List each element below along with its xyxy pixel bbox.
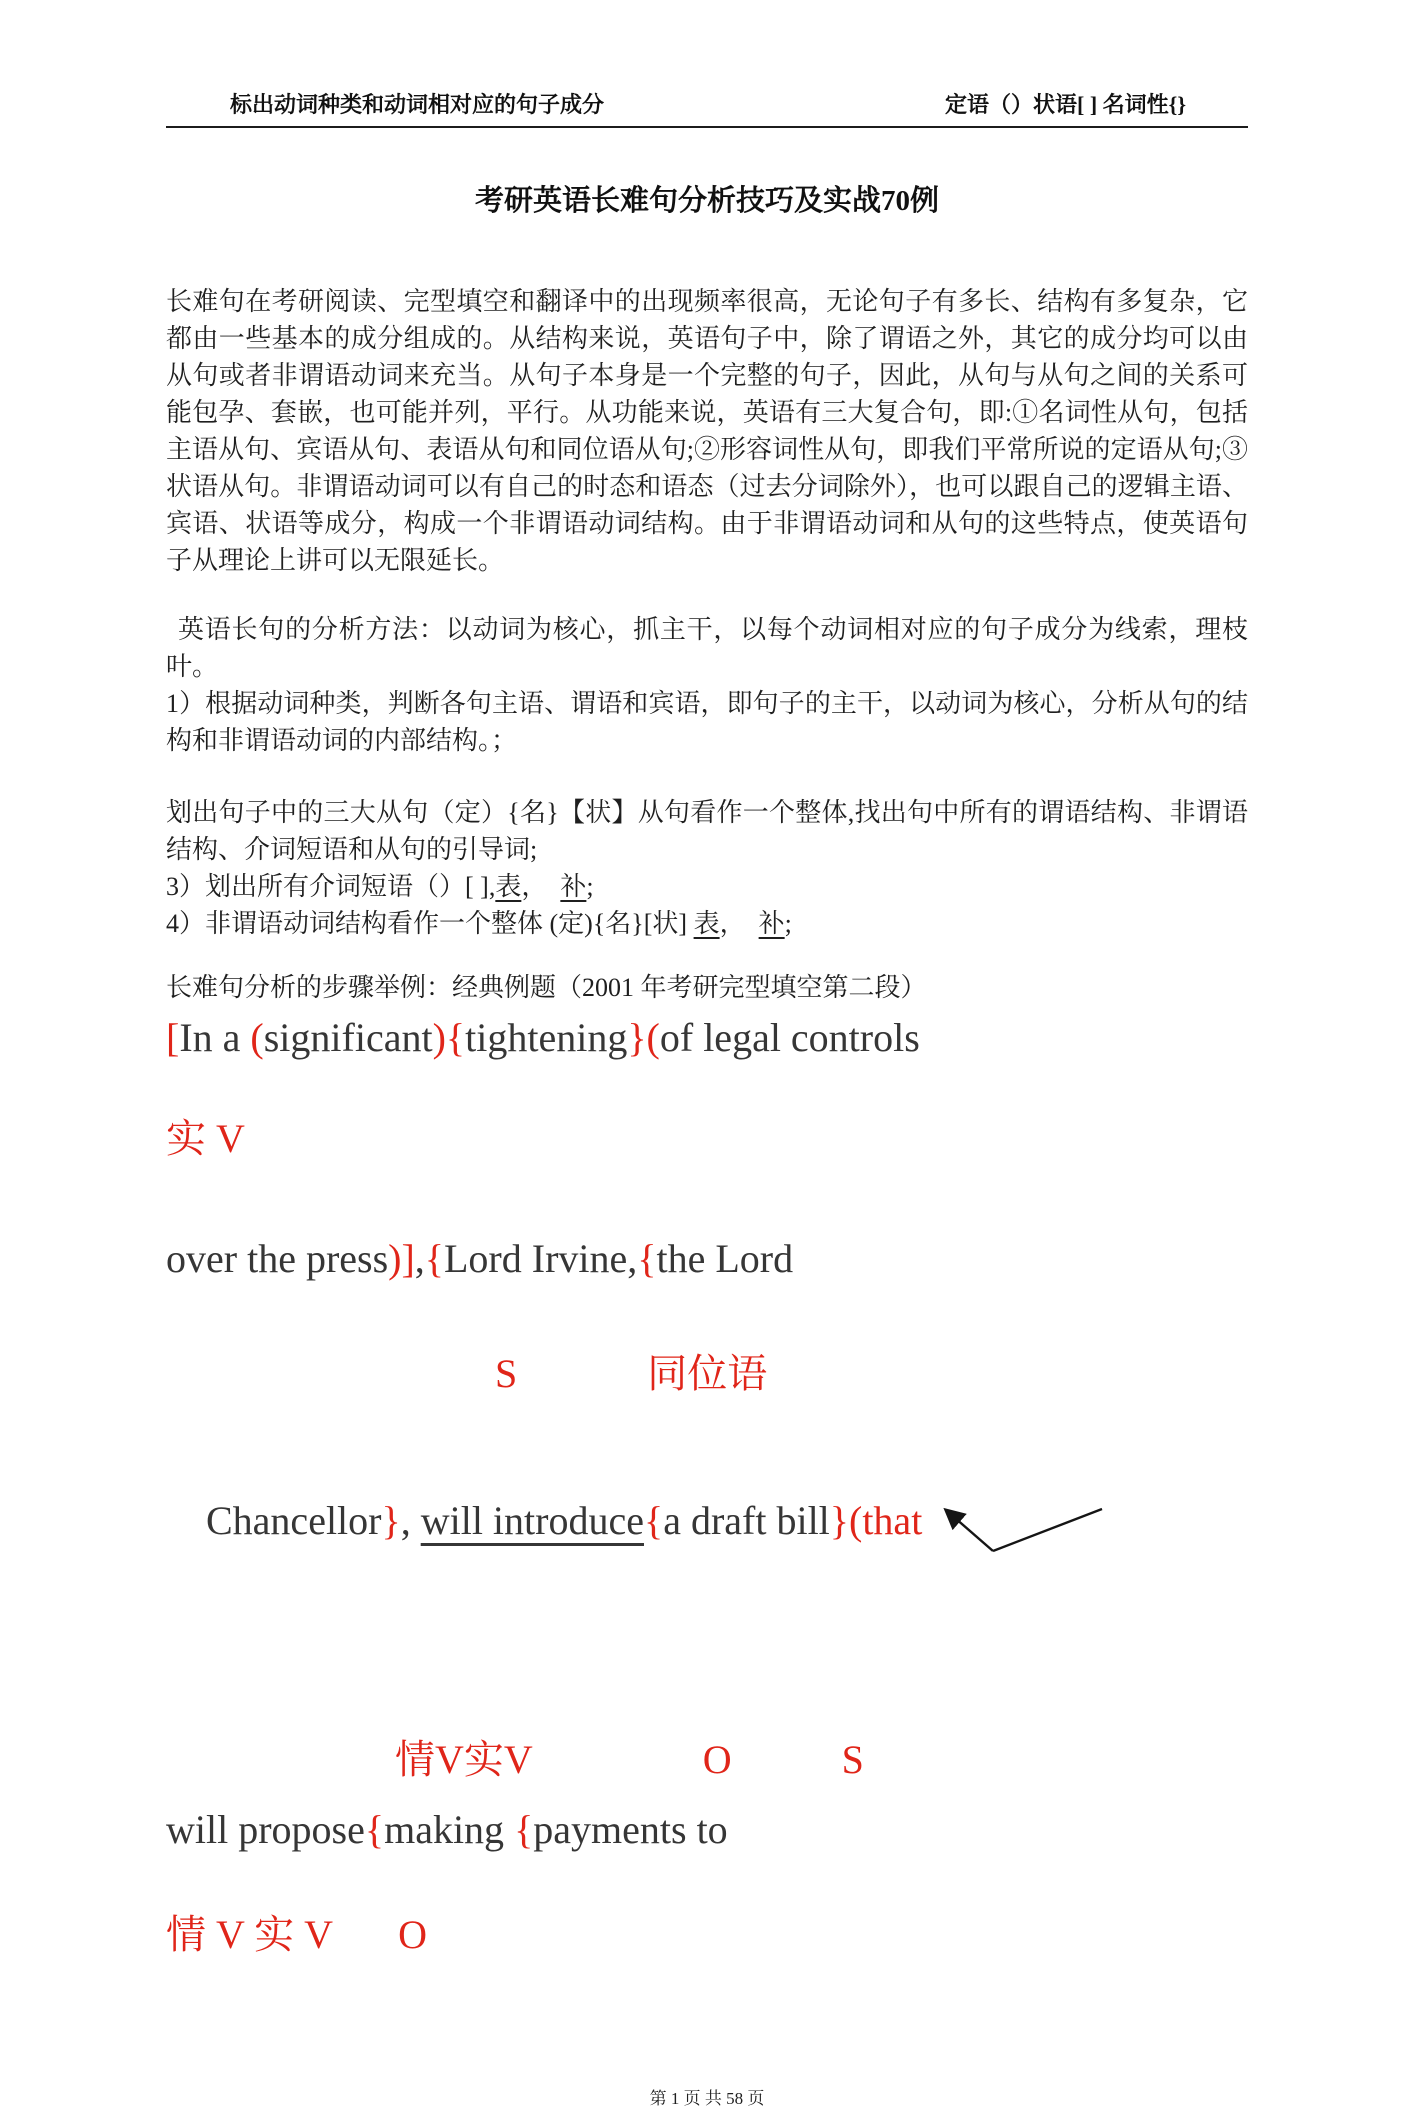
clause-item-3-comma: ， bbox=[521, 872, 561, 901]
clause-item-2: 划出句子中的三大从句（定）{名}【状】从句看作一个整体,找出句中所有的谓语结构、非谓语结构、介词短语和从句的引导词; bbox=[166, 798, 1248, 864]
clause-item-3-biao: 表 bbox=[495, 872, 522, 901]
annotation-o-2: O bbox=[398, 1912, 427, 1957]
sentence-segment: )] bbox=[388, 1236, 415, 1281]
bill-that-arrow-icon bbox=[936, 1498, 1116, 1560]
header-right-label: 定语（）状语[ ] 名词性{} bbox=[945, 92, 1186, 117]
sentence-segment: tightening bbox=[465, 1015, 628, 1060]
clause-item-3 bbox=[166, 868, 1248, 905]
annotation-s: S bbox=[495, 1351, 518, 1396]
clause-item-4-comma: ， bbox=[719, 909, 759, 938]
example-intro-line: 长难句分析的步骤举例：经典例题（2001 年考研完型填空第二段） bbox=[166, 973, 927, 1002]
clause-item-3-prefix: 3）划出所有介词短语（）[ ], bbox=[166, 872, 496, 901]
header-left-label: 标出动词种类和动词相对应的句子成分 bbox=[230, 92, 605, 117]
page-title: 考研英语长难句分析技巧及实战70例 bbox=[474, 185, 939, 217]
annotation-s-2: S bbox=[841, 1737, 864, 1782]
sentence-line-1 bbox=[166, 1012, 1248, 1064]
sentence-segment: payments to bbox=[533, 1807, 728, 1852]
sentence-line-4 bbox=[166, 1804, 1248, 1856]
sentence-segment: ( bbox=[250, 1015, 264, 1060]
sentence-segment: In a bbox=[179, 1015, 251, 1060]
sentence-segment: significant bbox=[263, 1015, 433, 1060]
sentence-line-2 bbox=[166, 1233, 1248, 1285]
annotation-qing-v-shi-v-2: 情 V 实 V bbox=[166, 1912, 334, 1957]
annotation-qing-v-shi-v: 情V实V bbox=[395, 1737, 533, 1782]
sentence-segment: the Lord bbox=[656, 1236, 794, 1281]
clause-item-3-bu: 补 bbox=[560, 872, 587, 901]
sentence-segment: { bbox=[514, 1807, 534, 1852]
annotation-line-s-apposition bbox=[166, 1348, 1248, 1400]
clause-item-4 bbox=[166, 905, 1248, 942]
page-footer: 第 1 页 共 58 页 bbox=[649, 2089, 765, 2108]
clause-item-4-end: ; bbox=[784, 909, 792, 938]
annotation-line-shi-v bbox=[166, 1113, 1248, 1165]
sentence-segment: { bbox=[445, 1015, 466, 1060]
clause-item-4-prefix: 4）非谓语动词结构看作一个整体 (定){名}[状] bbox=[166, 909, 694, 938]
sentence-segment: { bbox=[364, 1807, 385, 1852]
sentence-line-3 bbox=[166, 1443, 1248, 1651]
sentence-segment: [ bbox=[166, 1015, 180, 1060]
sentence-segment: { bbox=[424, 1236, 444, 1281]
page-header bbox=[166, 88, 1248, 128]
sentence-segment: (that bbox=[849, 1498, 923, 1543]
sentence-segment: over the press bbox=[166, 1236, 389, 1281]
method-paragraph bbox=[166, 611, 1248, 759]
sentence-segment: will introduce bbox=[420, 1498, 644, 1543]
sentence-segment: { bbox=[643, 1498, 664, 1543]
sentence-segment: , bbox=[414, 1236, 425, 1281]
sentence-segment: } bbox=[627, 1015, 647, 1060]
annotation-line-qvsv-o bbox=[166, 1909, 1248, 1961]
sentence-segment: will propose bbox=[166, 1807, 365, 1852]
sentence-segment: ( bbox=[646, 1015, 660, 1060]
sentence-segment: Chancellor bbox=[206, 1498, 382, 1543]
annotation-shi-v: 实 V bbox=[166, 1116, 245, 1161]
sentence-segment: ) bbox=[432, 1015, 446, 1060]
sentence-segment: Lord Irvine, bbox=[444, 1236, 638, 1281]
method-intro-line: 英语长句的分析方法：以动词为核心，抓主干，以每个动词相对应的句子成分为线索，理枝叶。 bbox=[166, 615, 1248, 681]
clause-item-4-biao: 表 bbox=[693, 909, 720, 938]
clause-rules-paragraph bbox=[166, 794, 1248, 942]
annotation-line-qvsv-o-s bbox=[166, 1734, 1248, 1786]
sentence-line-3-text bbox=[206, 1498, 922, 1543]
sentence-segment: , bbox=[400, 1498, 421, 1543]
sentence-segment: making bbox=[384, 1807, 515, 1852]
sentence-segment: } bbox=[829, 1498, 849, 1543]
sentence-segment: { bbox=[637, 1236, 657, 1281]
annotation-o: O bbox=[702, 1737, 732, 1782]
annotation-apposition: 同位语 bbox=[647, 1351, 768, 1396]
method-item-1: 1）根据动词种类，判断各句主语、谓语和宾语，即句子的主干，以动词为核心，分析从句的结构和非谓语动词的内部结构。； bbox=[166, 689, 1248, 755]
sentence-segment: } bbox=[381, 1498, 401, 1543]
sentence-segment: of legal controls bbox=[659, 1015, 920, 1060]
clause-item-4-bu: 补 bbox=[758, 909, 785, 938]
page-header-row bbox=[166, 88, 1248, 119]
intro-paragraph: 长难句在考研阅读、完型填空和翻译中的出现频率很高，无论句子有多长、结构有多复杂，它都由一些基本的成分组成的。从结构来说，英语句子中，除了谓语之外，其它的成分均可以由从句或者非谓语动词来充当。从句子本身是一个完整的句子，因此，从句与从句之间的关系可能包孕、套嵌，也可能并列，平行。从功能来说，英语有三大复合句，即:①名词性从句，包括主语从句、宾语从句、表语从句和同位语从句;②形容词性从句，即我们平常所说的定语从句;③状语从句。非谓语动词可以有自己的时态和语态（过去分词除外），也可以跟自己的逻辑主语、宾语、状语等成分，构成一个非谓语动词结构。由于非谓语动词和从句的这些特点，使英语句子从理论上讲可以无限延长。 bbox=[166, 287, 1248, 575]
sentence-segment: a draft bill bbox=[663, 1498, 830, 1543]
clause-item-3-end: ; bbox=[586, 872, 594, 901]
